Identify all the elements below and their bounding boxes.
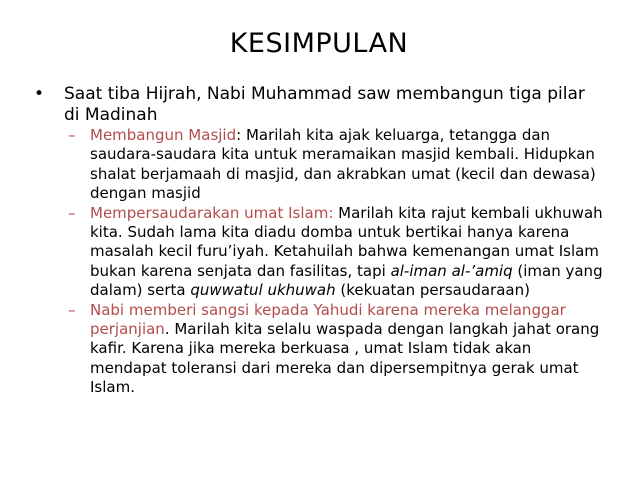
sub-heading-yahudi: Nabi memberi sangsi kepada Yahudi karena mereka melanggar perjanjian	[90, 300, 566, 339]
sub-body-persaudaraan-mid: (iman yang dalam) serta	[90, 261, 603, 300]
sub-item-yahudi	[68, 301, 608, 398]
dash-marker: –	[68, 300, 76, 319]
slide-title: KESIMPULAN	[229, 28, 409, 59]
italic-term-ukhuwah: quwwatul ukhuwah	[190, 281, 336, 300]
main-bullet-text: Saat tiba Hijrah, Nabi Muhammad saw membangun tiga pilar di Madinah	[64, 84, 585, 125]
sub-body-masjid: : Marilah kita ajak keluarga, tetangga dan saudara-saudara kita untuk meramaikan masjid kembali. Hidupkan shalat berjamaah di masjid, dan akrabkan umat (kecil dan dewasa) dengan masjid	[90, 126, 596, 203]
dash-marker: –	[68, 203, 76, 222]
dash-marker: –	[68, 126, 76, 144]
sub-item-persaudaraan	[68, 204, 608, 301]
sub-heading-masjid: Membangun Masjid	[90, 126, 237, 144]
sub-list	[68, 126, 608, 398]
sub-body-yahudi: . Marilah kita selalu waspada dengan langkah jahat orang kafir. Karena jika mereka berkuasa , umat Islam tidak akan mendapat toleransi dari mereka dan dipersempitnya gerak umat Islam.	[90, 320, 600, 397]
sub-heading-persaudaraan: Mempersaudarakan umat Islam:	[90, 203, 334, 222]
bullet-marker: •	[34, 84, 45, 104]
italic-term-iman: al-iman al-’amiq	[390, 261, 513, 280]
sub-body-persaudaraan-start: Marilah kita rajut kembali ukhuwah kita. Sudah lama kita diadu domba untuk bertikai hanya karena masalah kecil furu’iyah. Ketahuilah bahwa kemenangan umat Islam bukan karena senjata dan fasilitas, tapi	[90, 203, 603, 280]
sub-body-persaudaraan-end: (kekuatan persaudaraan)	[335, 281, 530, 300]
main-bullet	[34, 84, 594, 126]
sub-item-masjid	[68, 126, 608, 204]
